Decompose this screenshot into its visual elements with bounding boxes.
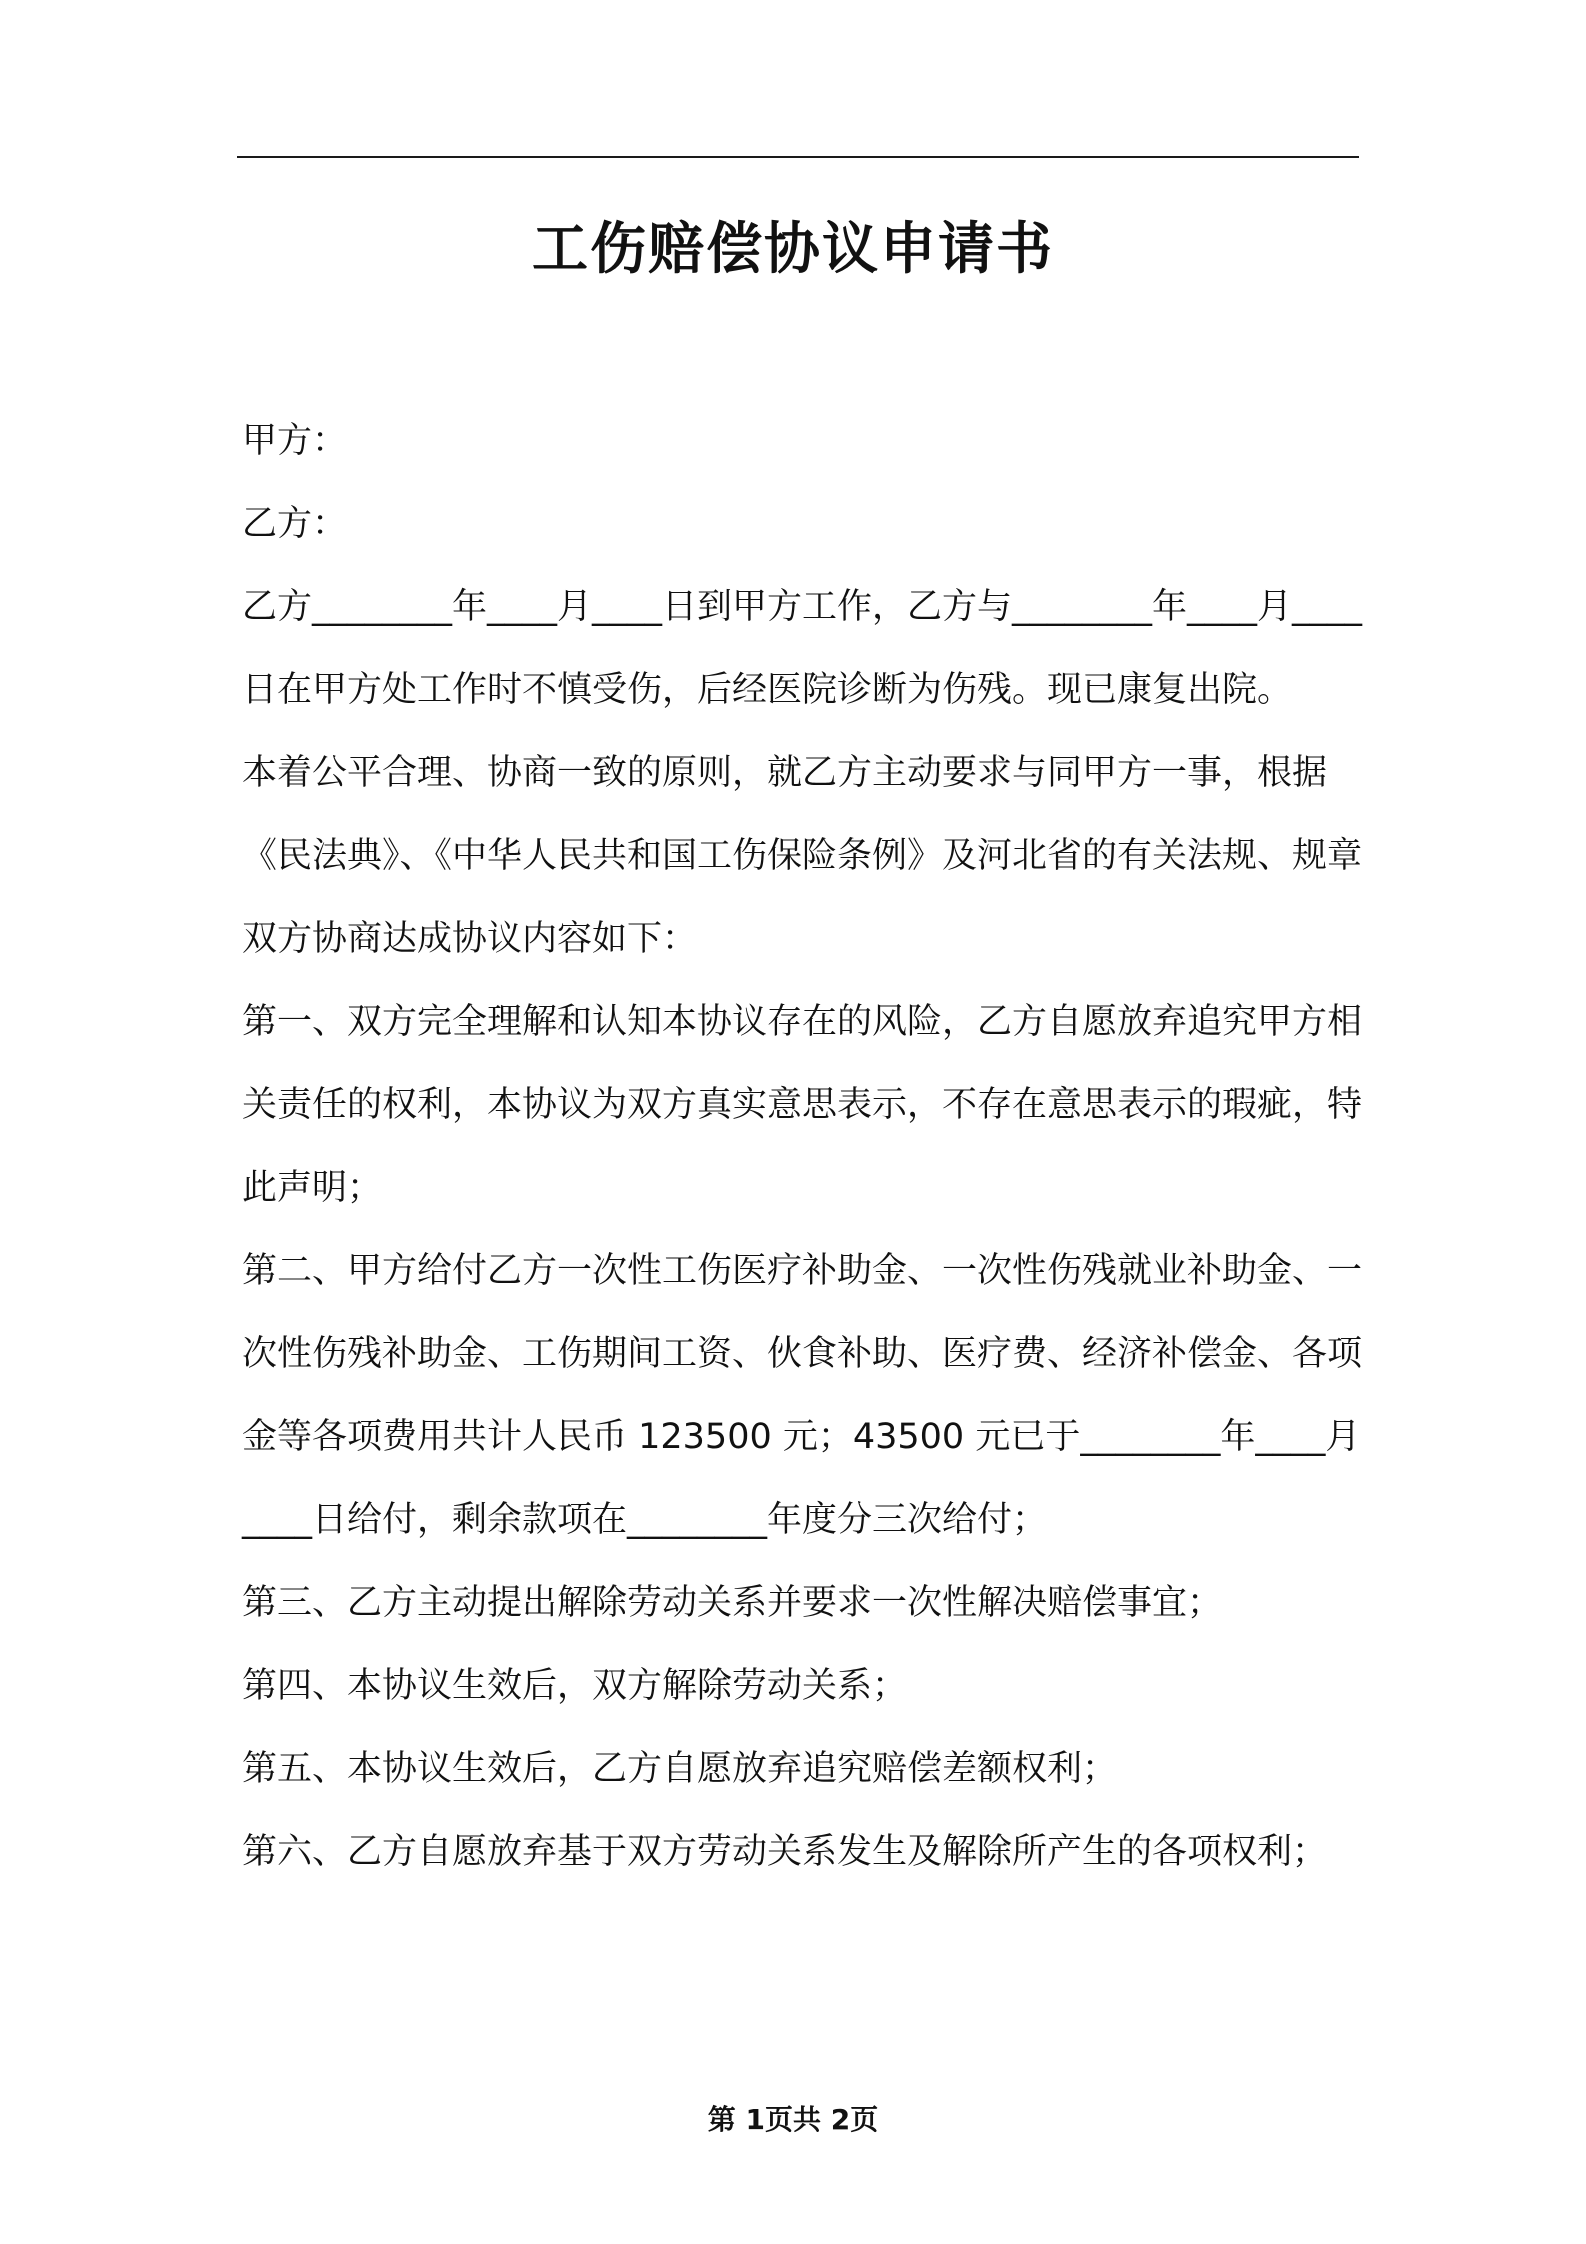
clause-4: 第四、本协议生效后，双方解除劳动关系； xyxy=(242,1666,908,1706)
paragraph-principle: 本着公平合理、协商一致的原则，就乙方主动要求与同甲方一事，根据《民法典》、《中华人民共和国工伤保险条例》及河北省的有关法规、规章双方协商达成协议内容如下： xyxy=(242,753,1363,959)
party-a-line: 甲方： xyxy=(242,421,348,461)
clause-6: 第六、乙方自愿放弃基于双方劳动关系发生及解除所产生的各项权利； xyxy=(242,1832,1328,1872)
clause-1: 第一、双方完全理解和认知本协议存在的风险，乙方自愿放弃追究甲方相关责任的权利，本协议为双方真实意思表示，不存在意思表示的瑕疵，特此声明； xyxy=(242,1002,1363,1208)
clause-2: 第二、甲方给付乙方一次性工伤医疗补助金、一次性伤残就业补助金、一次性伤残补助金、工伤期间工资、伙食补助、医疗费、经济补偿金、各项金等各项费用共计人民币 123500 元；43500 元已于________年____月____日给付，剩余款项在________年度分三次给付； xyxy=(242,1251,1363,1540)
party-b-line: 乙方： xyxy=(242,504,348,544)
header-rule xyxy=(237,156,1359,158)
clause-3: 第三、乙方主动提出解除劳动关系并要求一次性解决赔偿事宜； xyxy=(242,1583,1223,1623)
document-body xyxy=(242,400,1370,1894)
paragraph-injury-facts: 乙方________年____月____日到甲方工作，乙方与________年____月____日在甲方处工作时不慎受伤，后经医院诊断为伤残。现已康复出院。 xyxy=(242,587,1363,710)
clause-5: 第五、本协议生效后，乙方自愿放弃追究赔偿差额权利； xyxy=(242,1749,1118,1789)
document-title: 工伤赔偿协议申请书 xyxy=(532,217,1054,282)
page-number: 第 1页共 2页 xyxy=(707,2103,879,2136)
